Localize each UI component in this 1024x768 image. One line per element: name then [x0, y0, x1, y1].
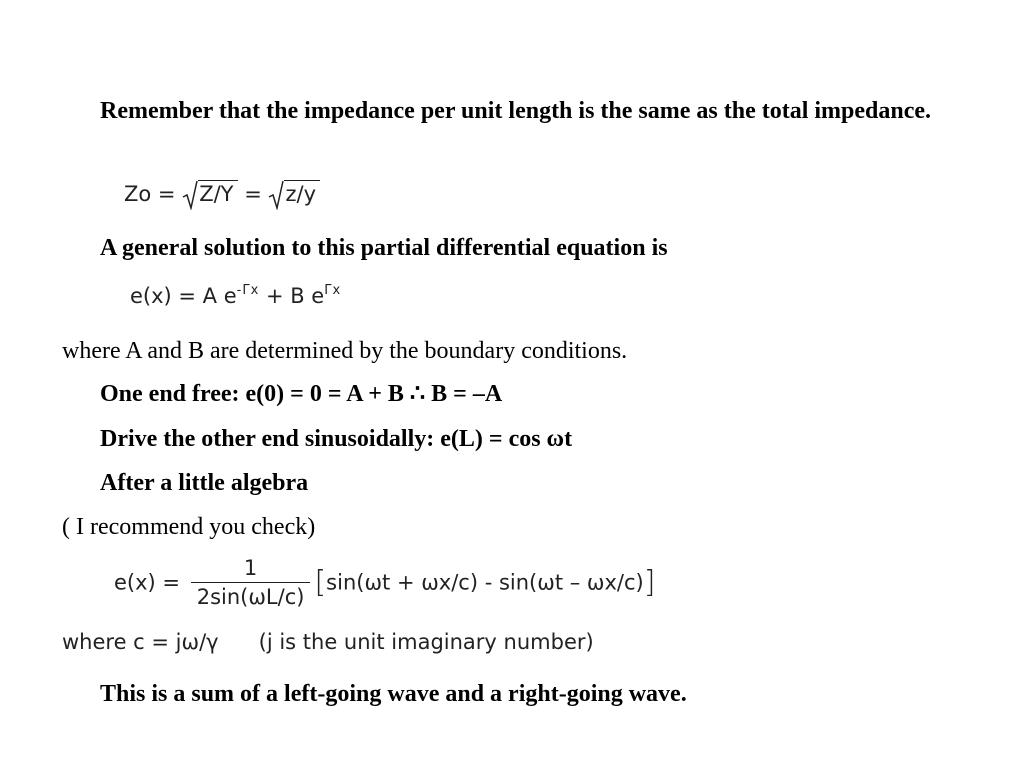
radicand-lower: z/y [284, 180, 320, 206]
wave-sum-conclusion: This is a sum of a left-going wave and a right-going wave. [100, 681, 687, 707]
recommend-check-text: ( I recommend you check) [62, 514, 316, 540]
eq2-mid: + B e [259, 284, 325, 308]
one-end-free-condition: One end free: e(0) = 0 = A + B ∴ B = –A [100, 381, 503, 407]
left-bracket: [ [314, 565, 327, 600]
algebra-note: After a little algebra [100, 470, 309, 496]
radical-icon [268, 180, 284, 210]
drive-other-end-condition: Drive the other end sinusoidally: e(L) = cos ωt [100, 426, 573, 452]
bracket-content: sin(ωt + ωx/c) - sin(ωt – ωx/c) [326, 570, 644, 595]
radical-icon [182, 180, 198, 210]
general-solution-equation [130, 284, 341, 308]
fraction-numerator: 1 [191, 556, 311, 583]
eq1-mid: = [244, 182, 262, 206]
eq2-exponent-positive: Γx [324, 283, 342, 298]
sqrt-z-over-y-upper [182, 180, 237, 210]
eq1-lhs: Zo = [124, 182, 176, 206]
fraction-denominator: 2sin(ωL/c) [196, 585, 305, 609]
eq2-exponent-negative: -Γx [236, 283, 260, 298]
general-solution-intro: A general solution to this partial differential equation is [100, 235, 668, 261]
impedance-note: Remember that the impedance per unit length is the same as the total impedance. [100, 98, 932, 124]
boundary-conditions-text: where A and B are determined by the boundary conditions. [62, 338, 628, 364]
right-bracket: ] [643, 565, 656, 600]
wave-speed-note: where c = jω/γ (j is the unit imaginary number) [62, 630, 594, 654]
sqrt-z-over-y-lower [268, 180, 320, 210]
final-solution-equation [114, 556, 655, 609]
radicand-upper: Z/Y [198, 180, 237, 206]
eq2-lhs: e(x) = A e [130, 284, 237, 308]
characteristic-impedance-equation [124, 180, 320, 210]
fraction [191, 556, 311, 609]
eq3-lhs: e(x) = [114, 570, 181, 595]
